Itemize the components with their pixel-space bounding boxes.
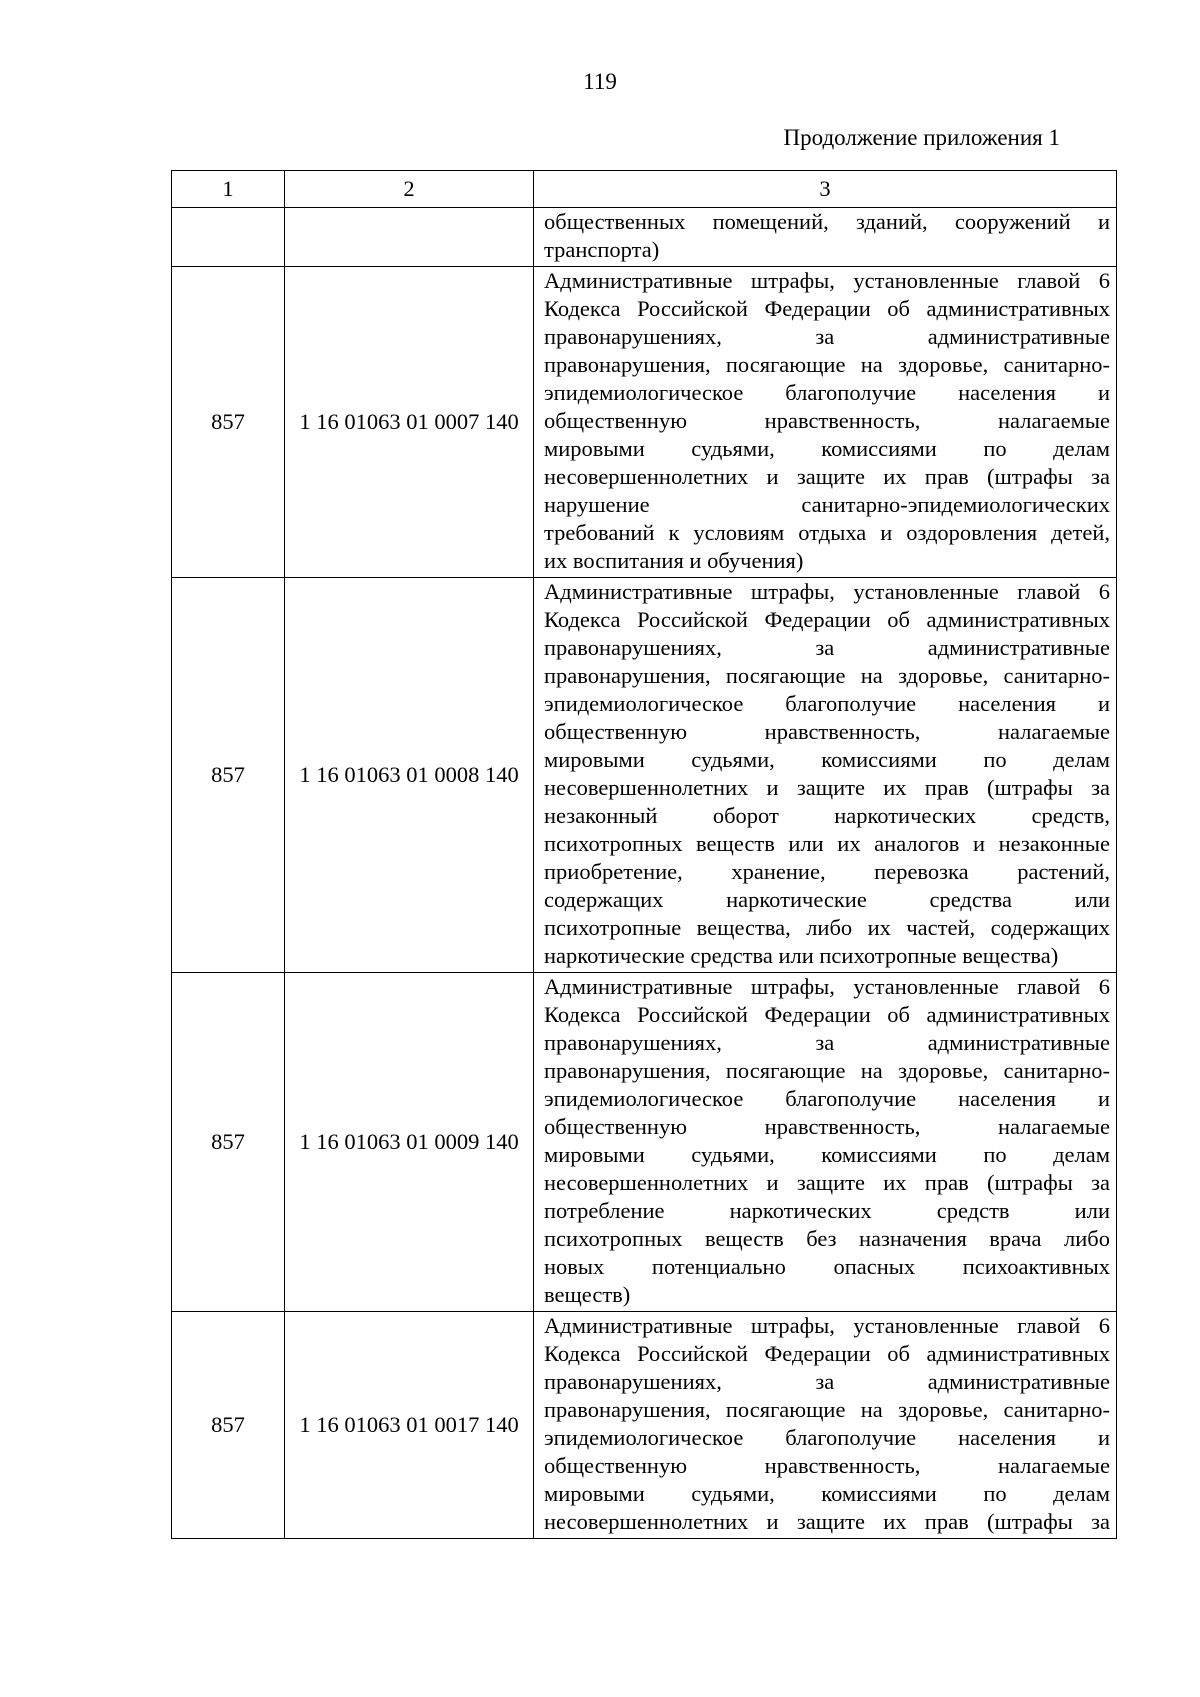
description-line: требований к условиям отдыха и оздоровления детей,	[544, 520, 1110, 545]
description-line: правонарушения, посягающие на здоровье, санитарно-	[544, 352, 1110, 377]
description-line: содержащих наркотические средства или	[544, 887, 1110, 912]
description-line: общественную нравственность, налагаемые	[544, 1114, 1110, 1139]
description-line: общественную нравственность, налагаемые	[544, 408, 1110, 433]
description-line: общественных помещений, зданий, сооружений и	[544, 209, 1110, 234]
description-line: эпидемиологическое благополучие населения и	[544, 691, 1110, 716]
budget-classification-code-cell	[285, 208, 534, 267]
description-line: правонарушениях, за административные	[544, 635, 1110, 660]
budget-classification-code-cell: 1 16 01063 01 0008 140	[285, 578, 534, 973]
description-line: правонарушениях, за административные	[544, 324, 1110, 349]
admin-code-cell	[172, 208, 285, 267]
description-line: общественную нравственность, налагаемые	[544, 1453, 1110, 1478]
description-line: психотропные вещества, либо их частей, содержащих	[544, 915, 1110, 940]
description-line: несовершеннолетних и защите их прав (штрафы за	[544, 464, 1110, 489]
description-line: общественную нравственность, налагаемые	[544, 719, 1110, 744]
description-line: несовершеннолетних и защите их прав (штрафы за	[544, 1509, 1110, 1534]
description-cell	[534, 267, 1117, 578]
description-line: наркотические средства или психотропные вещества)	[544, 943, 1059, 968]
budget-classification-code-cell: 1 16 01063 01 0009 140	[285, 973, 534, 1312]
admin-code-cell: 857	[172, 578, 285, 973]
description-line: эпидемиологическое благополучие населения и	[544, 1425, 1110, 1450]
budget-classification-code-cell: 1 16 01063 01 0017 140	[285, 1312, 534, 1539]
admin-code-cell: 857	[172, 267, 285, 578]
description-line: правонарушения, посягающие на здоровье, санитарно-	[544, 663, 1110, 688]
description-line: мировыми судьями, комиссиями по делам	[544, 436, 1110, 461]
description-cell	[534, 1312, 1117, 1539]
description-line: правонарушениях, за административные	[544, 1369, 1110, 1394]
description-line: правонарушениях, за административные	[544, 1030, 1110, 1055]
description-line: Кодекса Российской Федерации об административных	[544, 1002, 1110, 1027]
description-line: незаконный оборот наркотических средств,	[544, 803, 1110, 828]
description-line: их воспитания и обучения)	[544, 548, 804, 573]
table-row	[172, 208, 1117, 267]
description-line: Кодекса Российской Федерации об административных	[544, 1341, 1110, 1366]
description-line: приобретение, хранение, перевозка растений,	[544, 859, 1110, 884]
description-line: мировыми судьями, комиссиями по делам	[544, 1142, 1110, 1167]
description-cell	[534, 208, 1117, 267]
description-line: несовершеннолетних и защите их прав (штрафы за	[544, 775, 1110, 800]
description-line: Кодекса Российской Федерации об административных	[544, 296, 1110, 321]
description-cell	[534, 578, 1117, 973]
description-line: транспорта)	[544, 237, 660, 262]
table-row	[172, 267, 1117, 578]
admin-code-cell: 857	[172, 973, 285, 1312]
description-line: Административные штрафы, установленные главой 6	[544, 974, 1110, 999]
appendix-continuation-label: Продолжение приложения 1	[783, 125, 1060, 150]
description-line: правонарушения, посягающие на здоровье, санитарно-	[544, 1397, 1110, 1422]
description-line: Административные штрафы, установленные главой 6	[544, 1313, 1110, 1338]
table-header-row	[172, 171, 1117, 208]
description-line: Административные штрафы, установленные главой 6	[544, 579, 1110, 604]
description-line: Административные штрафы, установленные главой 6	[544, 268, 1110, 293]
description-line: правонарушения, посягающие на здоровье, санитарно-	[544, 1058, 1110, 1083]
budget-classification-code-cell: 1 16 01063 01 0007 140	[285, 267, 534, 578]
description-line: эпидемиологическое благополучие населения и	[544, 380, 1110, 405]
column-header-2: 2	[285, 171, 534, 208]
description-line: мировыми судьями, комиссиями по делам	[544, 747, 1110, 772]
table-row	[172, 973, 1117, 1312]
description-line: психотропных веществ без назначения врача либо	[544, 1226, 1110, 1251]
description-line: веществ)	[544, 1282, 631, 1307]
description-line: нарушение санитарно-эпидемиологических	[544, 492, 1110, 517]
table-body	[172, 208, 1117, 1539]
description-line: психотропных веществ или их аналогов и незаконные	[544, 831, 1110, 856]
description-cell	[534, 973, 1117, 1312]
table-row	[172, 1312, 1117, 1539]
column-header-1: 1	[172, 171, 285, 208]
description-line: Кодекса Российской Федерации об административных	[544, 607, 1110, 632]
description-line: эпидемиологическое благополучие населения и	[544, 1086, 1110, 1111]
admin-code-cell: 857	[172, 1312, 285, 1539]
description-line: несовершеннолетних и защите их прав (штрафы за	[544, 1170, 1110, 1195]
description-line: новых потенциально опасных психоактивных	[544, 1254, 1110, 1279]
description-line: мировыми судьями, комиссиями по делам	[544, 1481, 1110, 1506]
table-row	[172, 578, 1117, 973]
budget-codes-table	[171, 170, 1117, 1539]
description-line: потребление наркотических средств или	[544, 1198, 1110, 1223]
page-number: 119	[583, 69, 617, 94]
column-header-3: 3	[534, 171, 1117, 208]
